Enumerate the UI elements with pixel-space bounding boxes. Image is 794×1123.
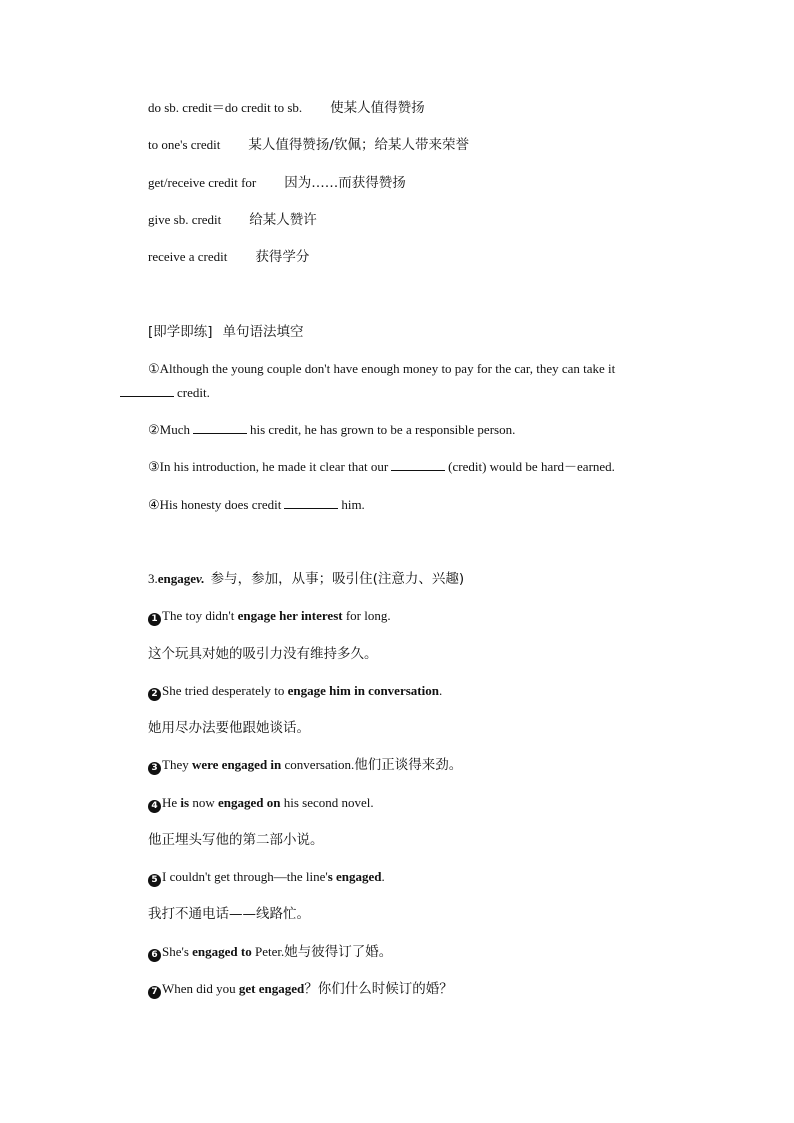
entry-word: engage [157,571,197,586]
example-translation: 你们什么时候订的婚？ [317,981,453,997]
phrase-cn: 获得学分 [255,249,310,265]
question-text: credit. [177,385,210,400]
example-sentence: 1 The toy didn't engage her interest for long. [148,607,391,626]
circled-number-icon: 3 [148,762,161,775]
question-text: him. [341,497,365,512]
question-1 [148,360,673,378]
phrase-en: do sb. credit＝do credit to sb. [148,100,303,115]
phrase-en: get/receive credit for [148,175,257,190]
entry-pos: v. [196,571,205,586]
practice-heading [148,323,304,341]
example-translation: 他正埋头写他的第二部小说。 [148,832,324,848]
question-text: ②Much [148,422,190,437]
example-translation: 这个玩具对她的吸引力没有维持多久。 [148,646,378,662]
example-sentence: 6 She's engaged to Peter.她与彼得订了婚。 [148,943,392,962]
example-translation: 我打不通电话——线路忙。 [148,906,310,922]
circled-number-icon: 6 [148,949,161,962]
question-4 [148,496,365,514]
example-sentence: 2 She tried desperately to engage him in conversation. [148,682,442,701]
question-text: ④His honesty does credit [148,497,282,512]
question-text: (credit) would be hard－earned. [448,459,615,474]
circled-number-icon: 7 [148,986,161,999]
example-sentence: 4 He is now engaged on his second novel. [148,794,374,813]
answer-blank[interactable] [284,496,338,509]
entry-meaning: 参与，参加，从事；吸引住(注意力、兴趣) [210,571,465,587]
question-text: ①Although the young couple don't have enough money to pay for the car, they can take it [148,361,616,376]
example-translation: 她与彼得订了婚。 [284,944,393,960]
answer-blank[interactable] [193,421,247,434]
circled-number-icon: 5 [148,874,161,887]
example-sentence: 7 When did you get engaged？你们什么时候订的婚？ [148,980,453,999]
phrase-en: give sb. credit [148,212,222,227]
phrase-line [148,136,469,154]
phrase-line [148,99,425,117]
entry-heading [148,570,464,588]
example-sentence: 5 I couldn't get through—the line's engaged. [148,868,385,887]
question-text: his credit, he has grown to be a responsible person. [249,422,516,437]
practice-title: 单句语法填空 [222,324,304,340]
question-1-continued [120,384,210,402]
practice-label: [即学即练] [148,324,213,340]
answer-blank[interactable] [391,458,445,471]
phrase-en: receive a credit [148,249,228,264]
phrase-cn: 因为……而获得赞扬 [284,175,406,191]
phrase-line [148,174,406,192]
phrase-line [148,211,317,229]
phrase-cn: 使某人值得赞扬 [330,100,425,116]
answer-blank[interactable] [120,384,174,397]
phrase-en: to one's credit [148,137,221,152]
phrase-cn: 给某人赞许 [249,212,317,228]
circled-number-icon: 4 [148,800,161,813]
example-translation: 她用尽办法要他跟她谈话。 [148,720,310,736]
example-translation: 他们正谈得来劲。 [354,757,463,773]
question-3 [148,458,615,476]
phrase-cn: 某人值得赞扬/钦佩；给某人带来荣誉 [248,137,469,153]
circled-number-icon: 1 [148,613,161,626]
circled-number-icon: 2 [148,688,161,701]
example-sentence: 3 They were engaged in conversation.他们正谈得来劲。 [148,756,462,775]
phrase-line [148,248,309,266]
question-text: ③In his introduction, he made it clear that our [148,459,389,474]
question-2 [148,421,515,439]
entry-number: 3. [148,571,158,586]
